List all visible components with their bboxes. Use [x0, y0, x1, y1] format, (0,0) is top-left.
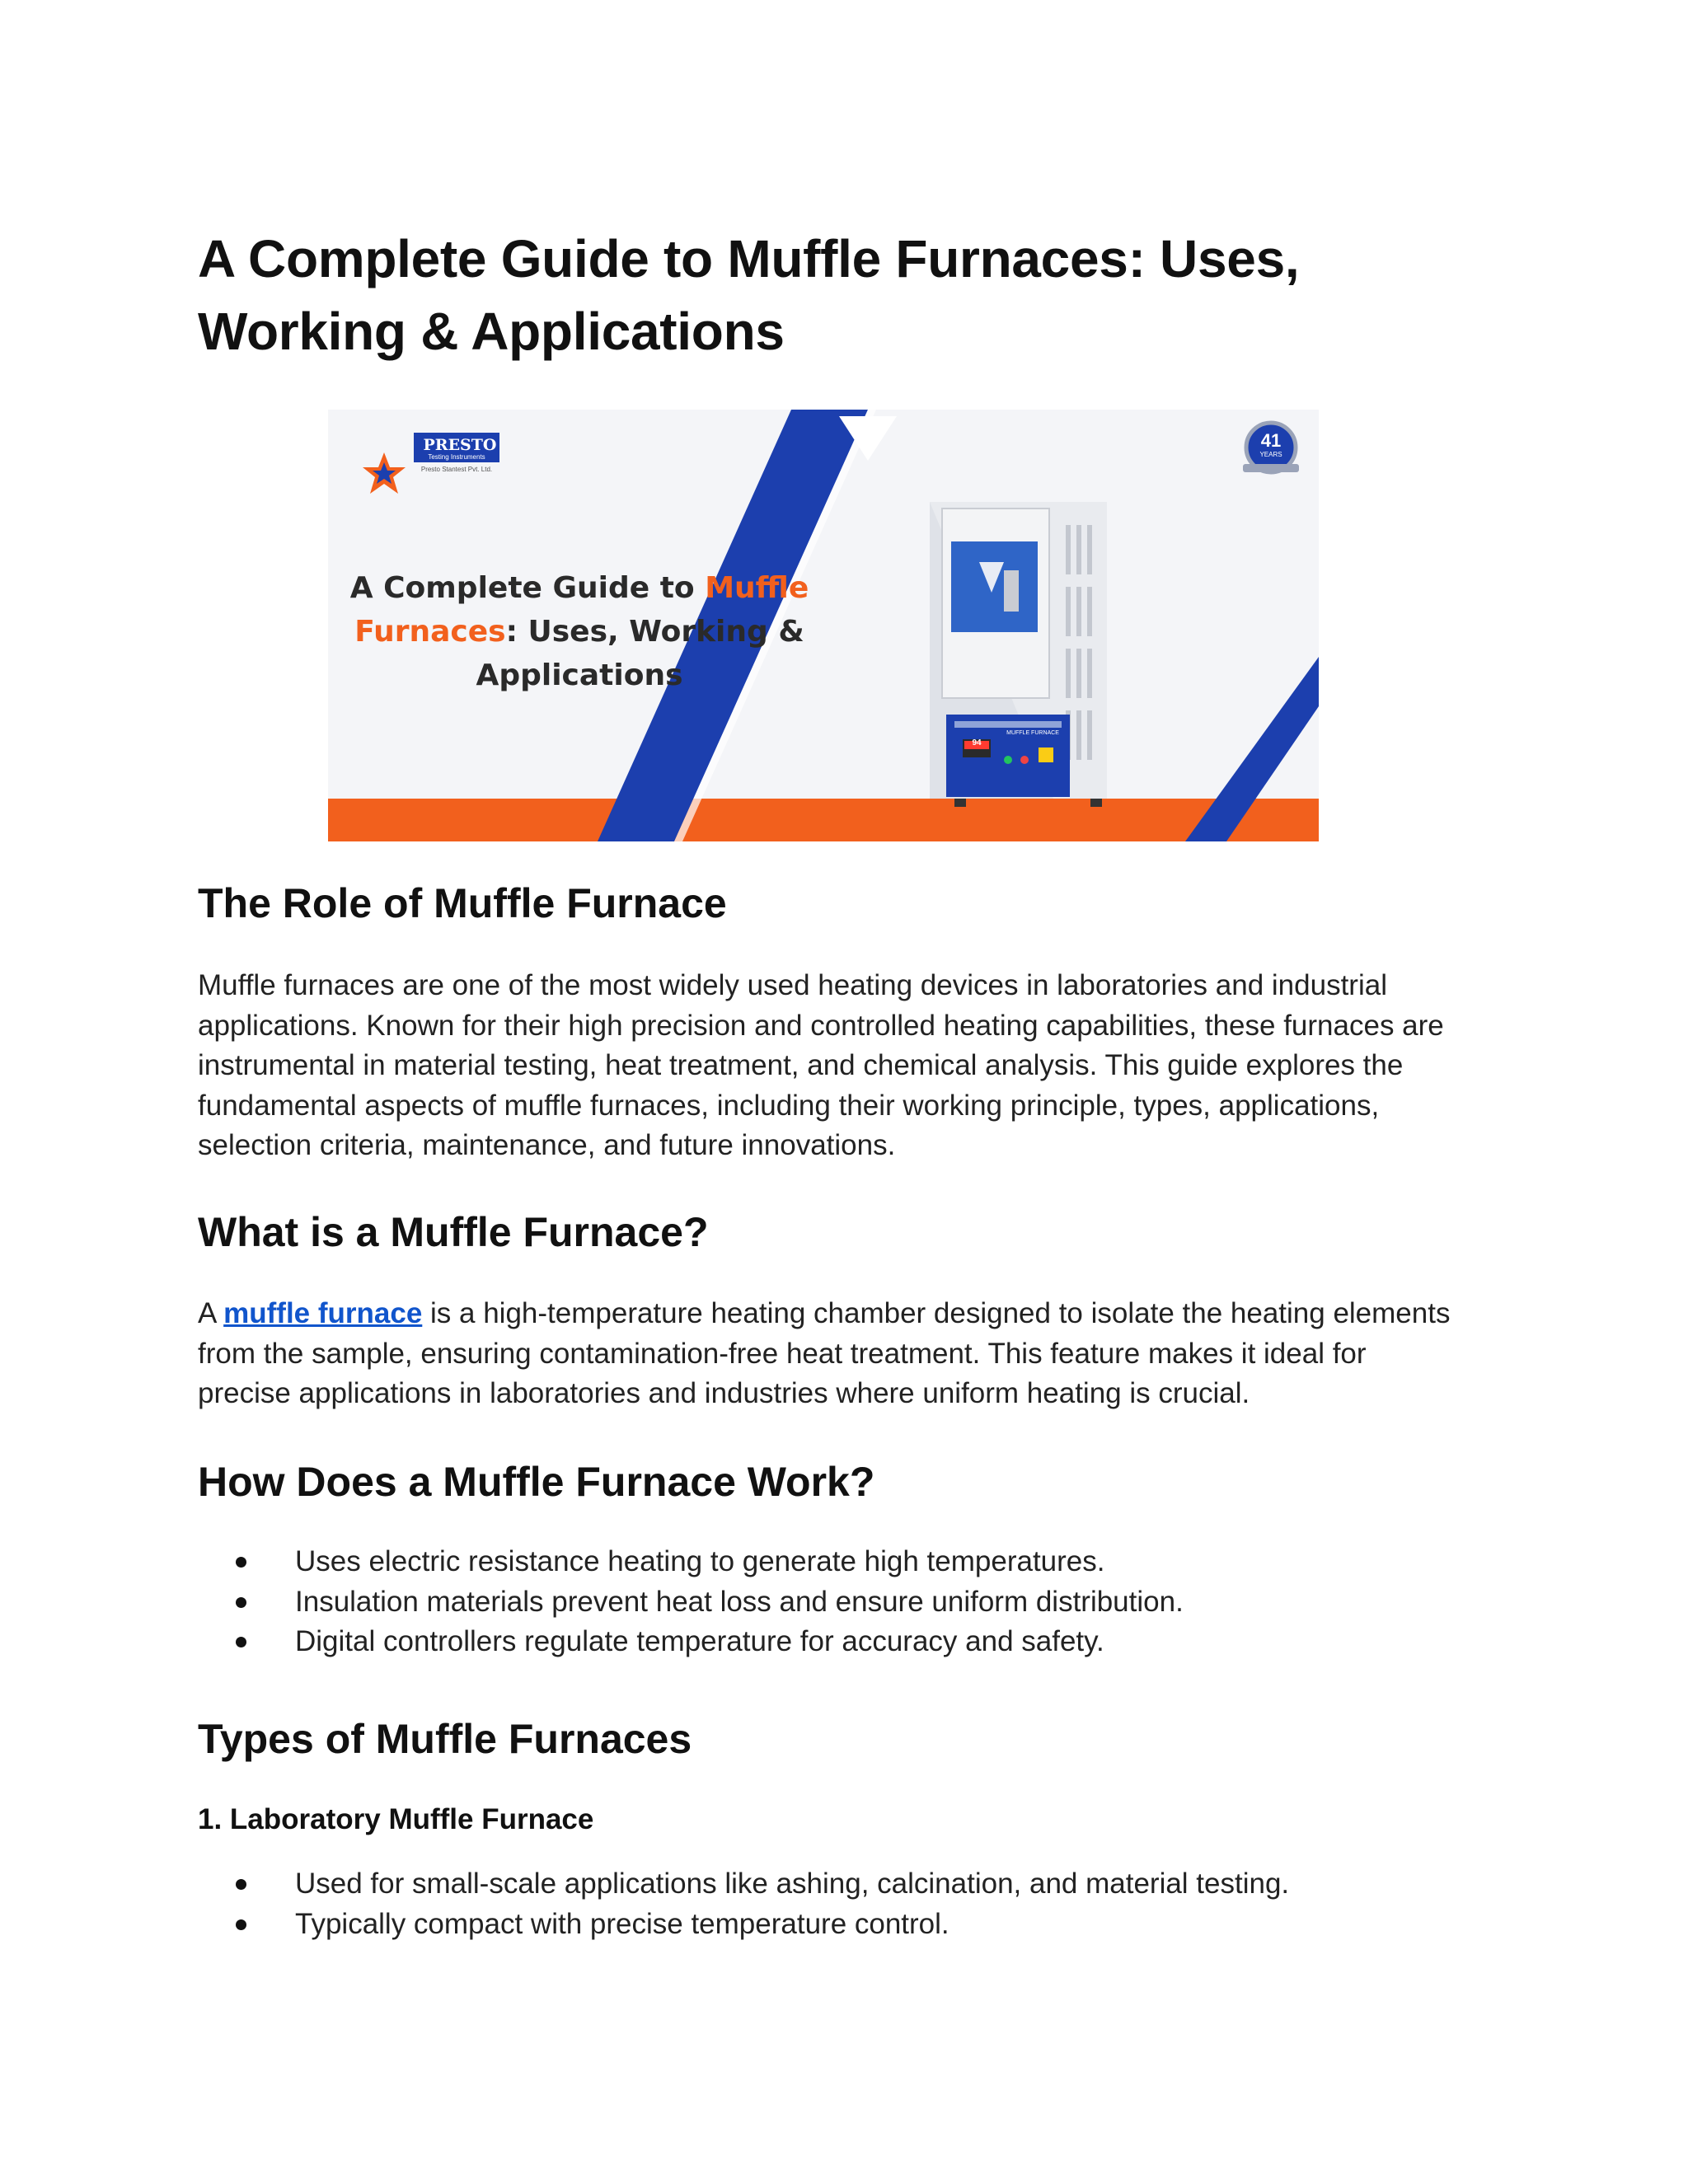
presto-logo-subtext: Testing Instruments [428, 453, 485, 461]
list-item: Digital controllers regulate temperature for accuracy and safety. [198, 1622, 1484, 1662]
section-heading-how: How Does a Muffle Furnace Work? [198, 1459, 875, 1505]
how-list [198, 1542, 1484, 1662]
section-heading-what: What is a Muffle Furnace? [198, 1209, 709, 1255]
what-prefix: A [198, 1297, 224, 1329]
list-item: Typically compact with precise temperature control. [198, 1905, 1484, 1945]
subsection-heading-laboratory: 1. Laboratory Muffle Furnace [198, 1803, 594, 1835]
presto-logo-caption: Presto Stantest Pvt. Ltd. [420, 466, 493, 473]
list-item: Insulation materials prevent heat loss and ensure uniform distribution. [198, 1582, 1484, 1623]
banner-title-part1: A Complete Guide to [349, 571, 706, 605]
section-heading-types: Types of Muffle Furnaces [198, 1716, 692, 1762]
section-body-what [198, 1294, 1459, 1414]
panel-label: MUFFLE FURNACE [1006, 730, 1059, 736]
presto-star-icon [363, 452, 406, 494]
banner-title-accent2: Furnaces [354, 615, 506, 649]
list-item: Uses electric resistance heating to generate high temperatures. [198, 1542, 1484, 1582]
display-reading: 94 [972, 738, 982, 748]
hero-banner-image [328, 410, 1319, 841]
list-item: Used for small-scale applications like ashing, calcination, and material testing. [198, 1864, 1484, 1905]
document-title [198, 223, 1517, 368]
title-line-2: Working & Applications [198, 302, 785, 361]
title-line-1: A Complete Guide to Muffle Furnaces: Uses, [198, 229, 1300, 288]
banner-title-part3: Applications [476, 658, 683, 692]
section-heading-role: The Role of Muffle Furnace [198, 880, 727, 926]
types-list [198, 1864, 1484, 1944]
badge-text: YEARS [1259, 451, 1282, 458]
muffle-furnace-illustration [930, 502, 1107, 807]
section-body-role: Muffle furnaces are one of the most widely used heating devices in laboratories and industrial applications. Known for their high precision and controlled heating capabilities, these furnaces are instrumental in material testing, heat treatment, and chemical analysis. This guide explores the fundamental aspects of muffle furnaces, including their working principle, types, applications, selection criteria, maintenance, and future innovations. [198, 969, 1444, 1161]
muffle-furnace-link[interactable]: muffle furnace [223, 1297, 423, 1329]
presto-logo-text: PRESTO [423, 436, 497, 454]
banner-title [328, 566, 831, 697]
badge-number: 41 [1260, 430, 1282, 451]
what-rest: is a high-temperature heating chamber designed to isolate the heating elements from the sample, ensuring contamination-free heat treatment. This feature makes it ideal for precise applications in laboratories and industries where uniform heating is crucial. [198, 1297, 1451, 1409]
banner-title-part2: : Uses, Working & [505, 615, 804, 649]
banner-title-accent1: Muffle [705, 571, 809, 605]
